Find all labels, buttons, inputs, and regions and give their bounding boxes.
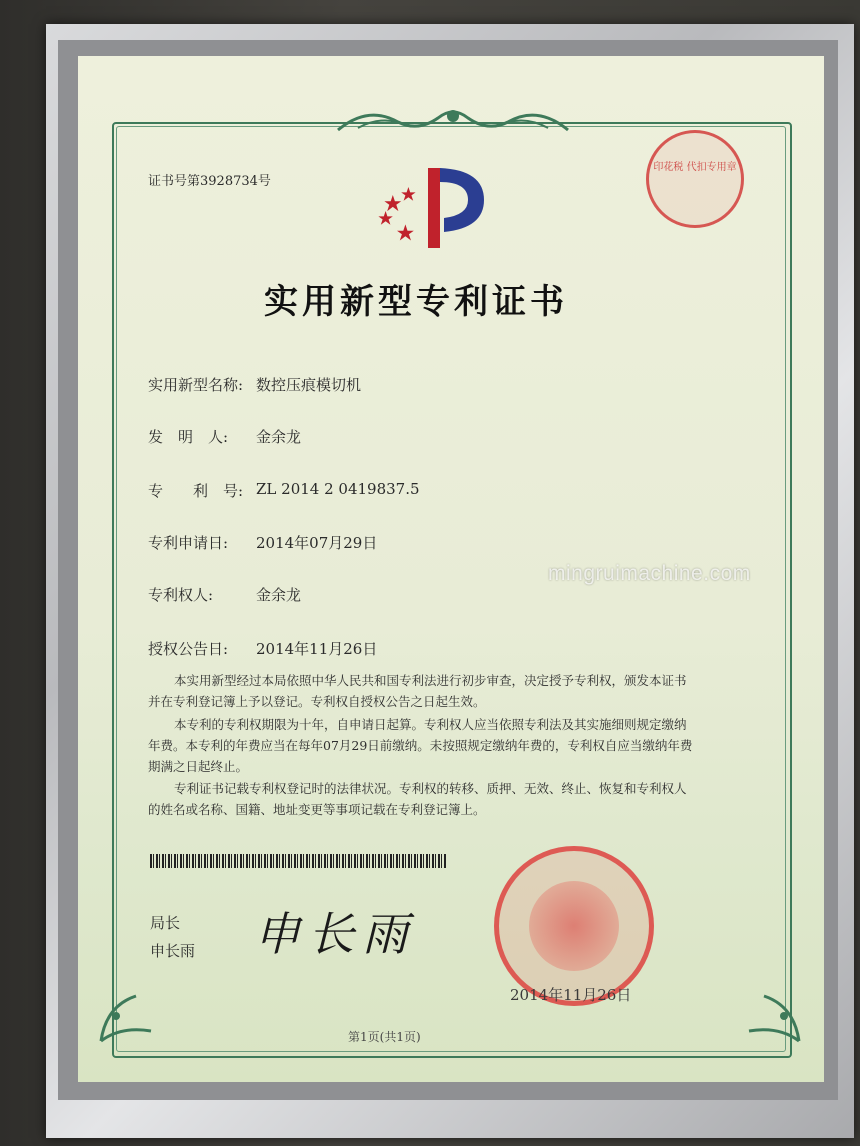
certificate-number: 证书号第3928734号: [148, 174, 271, 189]
tax-seal-icon: 印花税 代扣专用章: [646, 130, 744, 228]
field-patent-number-value: ZL 2014 2 0419837.5: [256, 480, 420, 498]
corner-ornament-icon: [744, 986, 804, 1046]
field-inventor-label: 发 明 人:: [148, 428, 229, 446]
certificate-paper: [78, 56, 824, 1082]
corner-ornament-icon: [96, 986, 156, 1046]
watermark: mingruimachine.com: [548, 562, 751, 585]
field-application-date-value: 2014年07月29日: [256, 534, 378, 552]
field-patent-number-label: 专 利 号:: [148, 482, 244, 500]
field-patentee-label: 专利权人:: [148, 586, 214, 604]
field-application-date-label: 专利申请日:: [148, 534, 229, 552]
ornament-icon: [328, 100, 578, 140]
barcode: [150, 854, 446, 868]
field-inventor-value: 金余龙: [256, 428, 302, 446]
signature: 申长雨: [254, 907, 416, 961]
field-patentee-value: 金余龙: [256, 586, 302, 604]
paragraph-1: 本实用新型经过本局依照中华人民共和国专利法进行初步审查，决定授予专利权，颁发本证书并在专利登记簿上予以登记。专利权自授权公告之日起生效。: [148, 673, 687, 709]
issue-date: 2014年11月26日: [510, 986, 632, 1004]
field-name-value: 数控压痕模切机: [256, 376, 362, 394]
director-title: 局长: [150, 914, 181, 932]
paragraph-3: 专利证书记载专利权登记时的法律状况。专利权的转移、质押、无效、终止、恢复和专利权人的姓名或名称、国籍、地址变更等事项记载在专利登记簿上。: [148, 781, 687, 817]
field-grant-date-value: 2014年11月26日: [256, 640, 378, 658]
page-footer: 第1页(共1页): [348, 1030, 421, 1044]
emblem-icon: [529, 881, 619, 971]
certificate-border-inner: [116, 126, 786, 1052]
field-name-label: 实用新型名称:: [148, 376, 244, 394]
page-title: 实用新型专利证书: [264, 282, 568, 322]
paragraph-2: 本专利的专利权期限为十年，自申请日起算。专利权人应当依照专利法及其实施细则规定缴纳年费。本专利的年费应当在每年07月29日前缴纳。未按照规定缴纳年费的，专利权自应当缴纳年费期满之日起终止。: [148, 717, 693, 774]
state-seal-icon: [494, 846, 654, 1006]
patent-p-logo-icon: [376, 160, 496, 250]
field-grant-date-label: 授权公告日:: [148, 640, 229, 658]
director-name: 申长雨: [150, 942, 196, 960]
